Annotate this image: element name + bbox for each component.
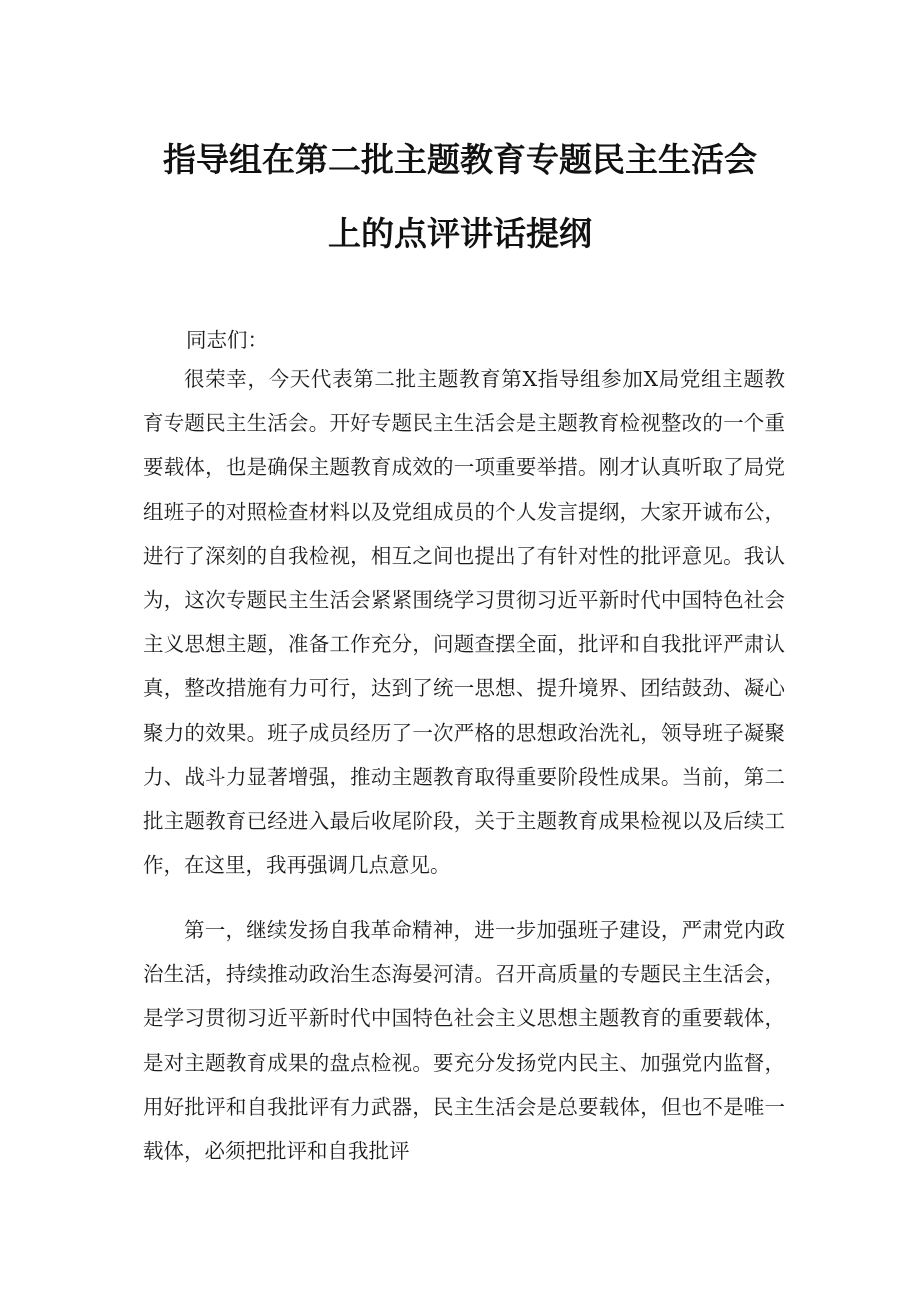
body-paragraph-2 [143, 908, 785, 1173]
paragraph-text: 很荣幸，今天代表第二批主题教育第X指导组参加X局党组主题教育专题民主生活会。开好专题民主生活会是主题教育检视整改的一个重要载体，也是确保主题教育成效的一项重要举措。刚才认真听取了局党组班子的对照检查材料以及党组成员的个人发言提纲，大家开诚布公，进行了深刻的自我检视，相互之间也提出了有针对性的批评意见。我认为，这次专题民主生活会紧紧围绕学习贯彻习近平新时代中国特色社会主义思想主题，准备工作充分，问题查摆全面，批评和自我批评严肃认真，整改措施有力可行，达到了统一思想、提升境界、团结鼓劲、凝心聚力的效果。班子成员经历了一次严格的思想政治洗礼，领导班子凝聚力、战斗力显著增强，推动主题教育取得重要阶段性成果。当前，第二批主题教育已经进入最后收尾阶段，关于主题教育成果检视以及后续工作，在这里，我再强调几点意见。 [143, 367, 785, 878]
paragraph-text: 第一，继续发扬自我革命精神，进一步加强班子建设，严肃党内政治生活，持续推动政治生态海晏河清。召开高质量的专题民主生活会，是学习贯彻习近平新时代中国特色社会主义思想主题教育的重要载体，是对主题教育成果的盘点检视。要充分发扬党内民主、加强党内监督，用好批评和自我批评有力武器，民主生活会是总要载体，但也不是唯一载体，必须把批评和自我批评 [143, 918, 785, 1164]
greeting: 同志们： [186, 328, 268, 352]
document-title-line-1: 指导组在第二批主题教育专题民主生活会 [163, 140, 757, 179]
body-paragraph-1 [143, 357, 785, 887]
document-title-line-2: 上的点评讲话提纲 [328, 214, 592, 253]
